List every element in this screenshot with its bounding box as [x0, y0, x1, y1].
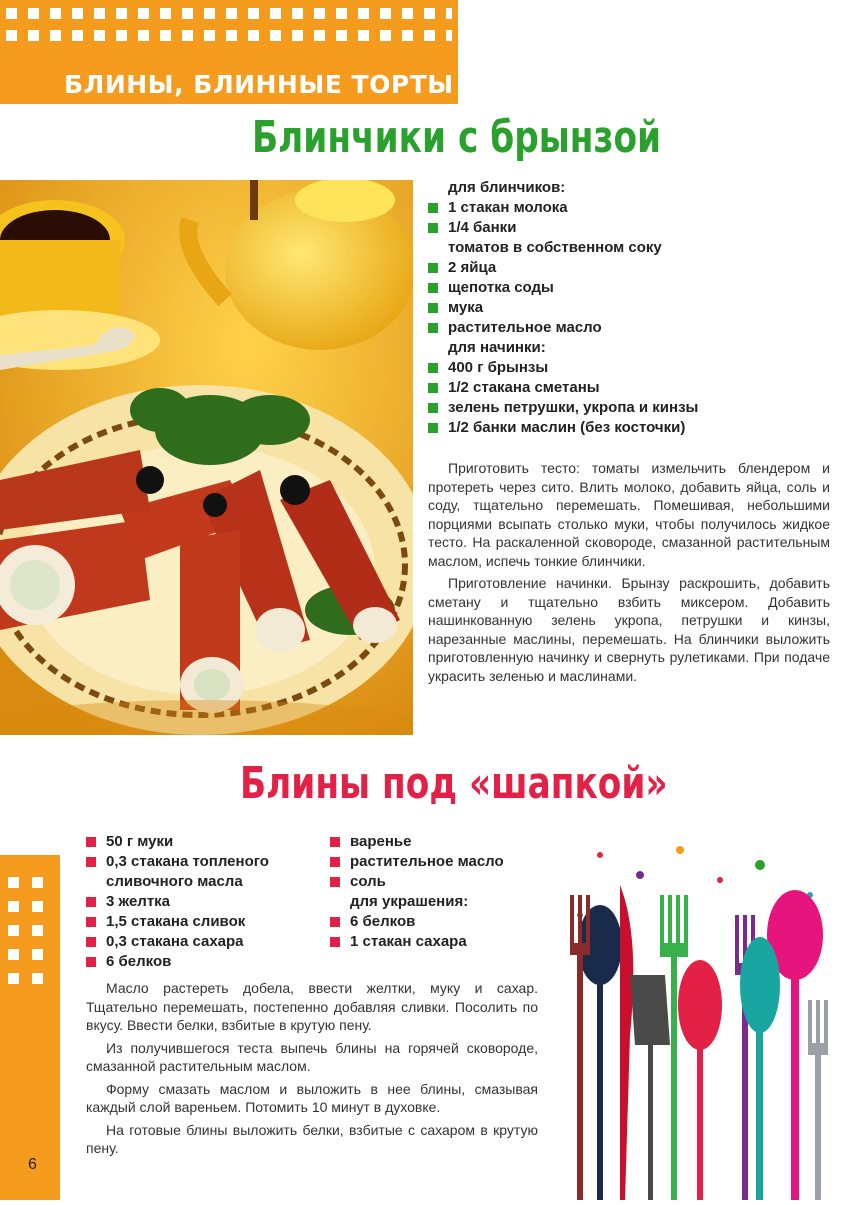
instruction-paragraph: Форму смазать маслом и выложить в нее блины, смазывая каждый слой вареньем. Потомить 10 минут в духовке. — [86, 1080, 538, 1115]
recipe2-title: Блины под «шапкой» — [240, 758, 668, 809]
cutlery-illustration — [560, 835, 842, 1200]
ingredient-item: щепотка соды — [428, 278, 698, 298]
ingredient-item: 400 г брынзы — [428, 358, 698, 378]
instruction-paragraph: Приготовить тесто: томаты измельчить блендером и протереть через сито. Влить молоко, добавить яйца, соль и соду, тщательно перемешать. Помешивая, небольшими порциями всыпать столько муки, чтобы получилось жидкое тесто. На раскаленной сковороде, смазанной растительным маслом, испечь тонкие блинчики. — [428, 460, 830, 569]
ingredient-item: варенье — [330, 832, 504, 852]
ingredient-item: 1,5 стакана сливок — [86, 912, 269, 932]
ingredient-item: для блинчиков: — [448, 179, 566, 196]
ingredient-item: 1 стакан молока — [428, 198, 698, 218]
ingredient-item: для украшения: — [350, 893, 469, 910]
ingredient-item: соль — [330, 872, 504, 892]
ingredient-item: 1 стакан сахара — [330, 932, 504, 952]
instruction-paragraph: На готовые блины выложить белки, взбитые с сахаром в крутую пену. — [86, 1121, 538, 1156]
blini-photo-illustration — [0, 180, 413, 735]
ingredient-item: томатов в собственном соку — [448, 239, 662, 256]
recipe1-title: Блинчики с брынзой — [252, 112, 662, 163]
ingredient-item: мука — [428, 298, 698, 318]
ingredient-item: для начинки: — [448, 339, 546, 356]
side-decor-band — [0, 855, 60, 1200]
ingredient-item: 50 г муки — [86, 832, 269, 852]
instruction-paragraph: Приготовление начинки. Брынзу раскрошить, добавить сметану и тщательно взбить миксером. Добавить нашинкованную зелень укропа, петрушки и кинзы, нарезанные маслины, перемешать. На блинчики выложить приготовленную начинку и свернуть рулетиками. При подаче украсить зеленью и маслинами. — [428, 575, 830, 684]
header-dots-row — [6, 30, 452, 41]
ingredient-item: 0,3 стакана топленого — [86, 852, 269, 872]
recipe1-ingredients — [428, 178, 698, 438]
ingredient-item: 6 белков — [86, 952, 269, 972]
instruction-paragraph: Из получившегося теста выпечь блины на горячей сковороде, смазанной растительным маслом. — [86, 1039, 538, 1074]
ingredient-item: 2 яйца — [428, 258, 698, 278]
ingredient-item: зелень петрушки, укропа и кинзы — [428, 398, 698, 418]
ingredient-item: сливочного масла — [106, 873, 243, 890]
ingredient-item: 3 желтка — [86, 892, 269, 912]
ingredient-item: 0,3 стакана сахара — [86, 932, 269, 952]
page-number: 6 — [28, 1156, 37, 1173]
ingredient-item: 1/2 стакана сметаны — [428, 378, 698, 398]
instruction-paragraph: Масло растереть добела, ввести желтки, муку и сахар. Тщательно перемешать, постепенно добавляя сливки. Посолить по вкусу. Ввести белки, взбитые в крутую пену. — [86, 980, 538, 1033]
ingredient-item: 1/4 банки — [428, 218, 698, 238]
recipe2-instructions — [86, 979, 538, 1162]
recipe2-ingredients-left — [86, 832, 269, 972]
cutlery-drawing — [560, 835, 842, 1200]
blini-photo — [0, 180, 413, 735]
recipe2-ingredients-right — [330, 832, 504, 952]
header-dots-row — [6, 8, 452, 19]
recipe1-instructions — [428, 459, 830, 689]
section-title: БЛИНЫ, БЛИННЫЕ ТОРТЫ — [64, 70, 454, 99]
ingredient-item: 1/2 банки маслин (без косточки) — [428, 418, 698, 438]
ingredient-item: 6 белков — [330, 912, 504, 932]
side-band-squares — [0, 855, 60, 1200]
ingredient-item: растительное масло — [330, 852, 504, 872]
ingredient-item: растительное масло — [428, 318, 698, 338]
